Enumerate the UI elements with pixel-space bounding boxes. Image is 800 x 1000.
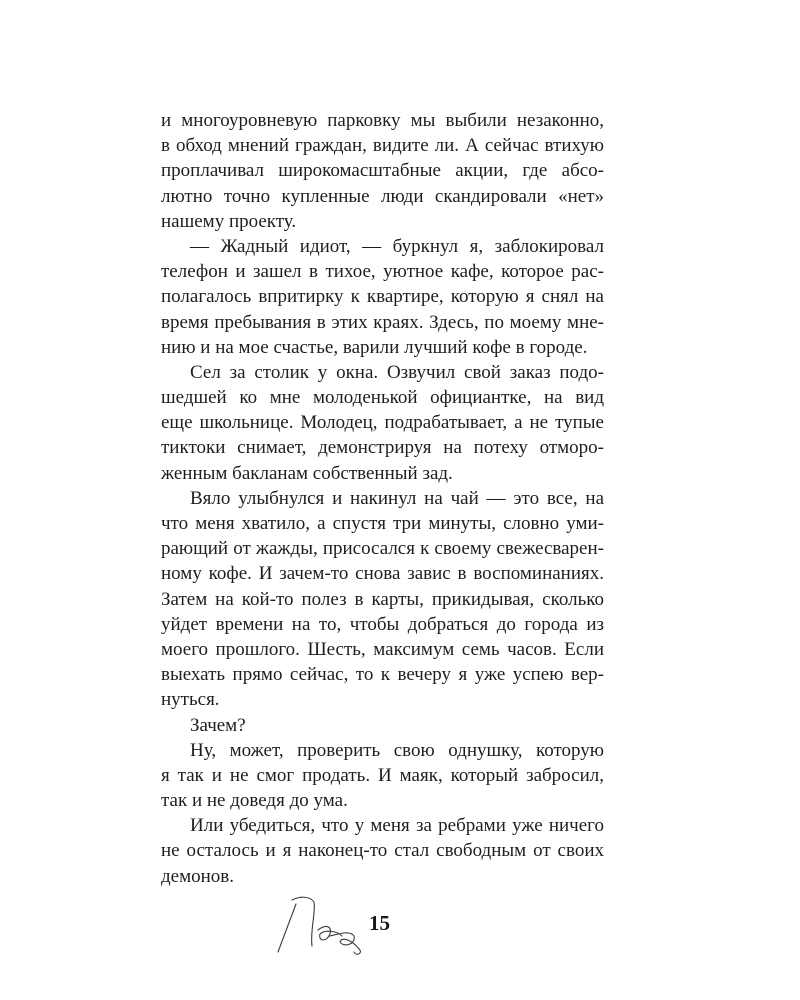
text-line: Затем на кой-то полез в карты, прикидывая, сколько (161, 588, 604, 610)
text-line: полагалось впритирку к квартире, которую я снял на (161, 286, 604, 308)
paragraph (161, 713, 604, 738)
body-text (161, 108, 604, 889)
text-line: в обход мнений граждан, видите ли. А сейчас втихую (161, 135, 604, 157)
paragraph (161, 738, 604, 814)
text-line: женным бакланам собственный зад. (161, 462, 453, 484)
text-line: Зачем? (190, 714, 246, 736)
text-line: моего прошлого. Шесть, максимум семь часов. Если (161, 638, 604, 660)
text-line: демонов. (161, 865, 235, 887)
text-line: и многоуровневую парковку мы выбили незаконно, (161, 110, 604, 131)
paragraph (161, 486, 604, 713)
text-line: выехать прямо сейчас, то к вечеру я уже успею вер- (161, 664, 604, 686)
text-line: Вяло улыбнулся и накинул на чай — это все, на (190, 487, 604, 509)
text-line: Ну, может, проверить свою однушку, которую (190, 739, 604, 761)
text-line: Или убедиться, что у меня за ребрами уже ничего (190, 815, 604, 837)
text-line: не осталось и я наконец-то стал свободным от своих (161, 840, 604, 862)
text-line: нию и на мое счастье, варили лучший кофе в городе. (161, 336, 588, 358)
text-line: нашему проекту. (161, 210, 297, 232)
text-line: время пребывания в этих краях. Здесь, по моему мне- (161, 311, 604, 333)
paragraph (161, 108, 604, 234)
paragraph (161, 360, 604, 486)
text-line: телефон и зашел в тихое, уютное кафе, которое рас- (161, 261, 604, 283)
text-line: нуться. (161, 689, 220, 711)
text-line: тиктоки снимает, демонстрируя на потеху отморо- (161, 437, 604, 459)
text-line: рающий от жажды, присосался к своему свежесварен- (161, 538, 604, 560)
text-line: еще школьнице. Молодец, подрабатывает, а не тупые (161, 412, 604, 434)
text-line: уйдет времени на то, чтобы добраться до города из (161, 613, 604, 635)
handwritten-signature (270, 890, 370, 960)
text-line: проплачивал широкомасштабные акции, где абсо- (161, 160, 604, 182)
text-line: ному кофе. И зачем-то снова завис в воспоминаниях. (161, 563, 604, 585)
text-line: что меня хватило, а спустя три минуты, словно уми- (161, 513, 604, 534)
text-line: шедшей ко мне молоденькой официантке, на вид (161, 387, 604, 409)
paragraph (161, 234, 604, 360)
page-number: 15 (369, 911, 390, 935)
text-line: Сел за столик у окна. Озвучил свой заказ подо- (190, 361, 604, 383)
text-line: я так и не смог продать. И маяк, который забросил, (161, 764, 604, 786)
text-line: лютно точно купленные люди скандировали «нет» (161, 185, 604, 207)
text-line: так и не доведя до ума. (161, 790, 348, 812)
paragraph (161, 813, 604, 889)
text-line: — Жадный идиот, — буркнул я, заблокировал (190, 235, 604, 257)
